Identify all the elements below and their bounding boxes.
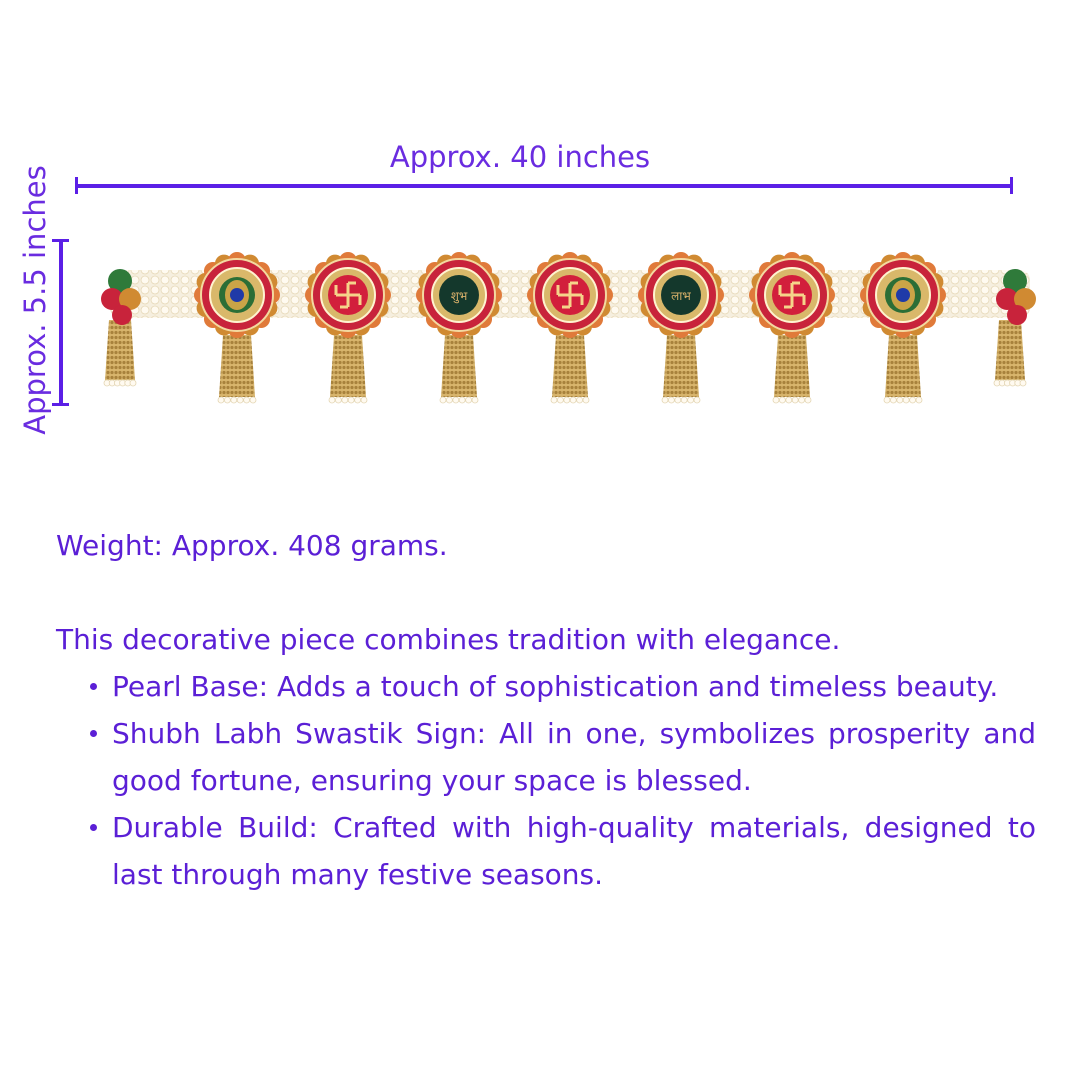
width-dimension-left-cap [75, 177, 78, 194]
medallion-tassel-5 [662, 335, 700, 403]
width-dimension-right-cap [1010, 177, 1013, 194]
medallion-tassel-2 [329, 335, 367, 403]
medallion-3 [416, 252, 502, 338]
height-dimension-bottom-cap [52, 403, 69, 406]
weight-text: Weight: Approx. 408 grams. [56, 529, 448, 562]
feature-durable-build: Durable Build: Crafted with high-quality materials, designed to last through many festive seasons. [112, 804, 1036, 898]
medallion-text: शुभ [450, 289, 468, 303]
left-end-tassel [104, 320, 136, 386]
medallion-4 [527, 252, 613, 338]
medallion-tassel-6 [773, 335, 811, 403]
width-dimension-line [76, 184, 1012, 188]
medallion-1 [194, 252, 280, 338]
feature-pearl-base: Pearl Base: Adds a touch of sophistication and timeless beauty. [112, 663, 1036, 710]
medallion-2 [305, 252, 391, 338]
medallion-7 [860, 252, 946, 338]
product-image [90, 225, 1050, 415]
product-description [56, 522, 1036, 898]
medallion-tassel-7 [884, 335, 922, 403]
intro-text: This decorative piece combines tradition with elegance. [56, 623, 841, 656]
medallion-5 [638, 252, 724, 338]
medallion-6 [749, 252, 835, 338]
medallion-tassel-1 [218, 335, 256, 403]
height-dimension-line [59, 240, 63, 406]
height-dimension-top-cap [52, 239, 69, 242]
medallion-tassel-3 [440, 335, 478, 403]
medallion-tassel-4 [551, 335, 589, 403]
height-dimension-label: Approx. 5.5 inches [18, 165, 52, 435]
right-end-tassel [994, 320, 1026, 386]
width-dimension-label: Approx. 40 inches [389, 140, 651, 174]
feature-list [56, 663, 1036, 898]
medallion-text: लाभ [671, 289, 691, 303]
feature-shubh-labh-swastik: Shubh Labh Swastik Sign: All in one, symbolizes prosperity and good fortune, ensuring your space is blessed. [112, 710, 1036, 804]
